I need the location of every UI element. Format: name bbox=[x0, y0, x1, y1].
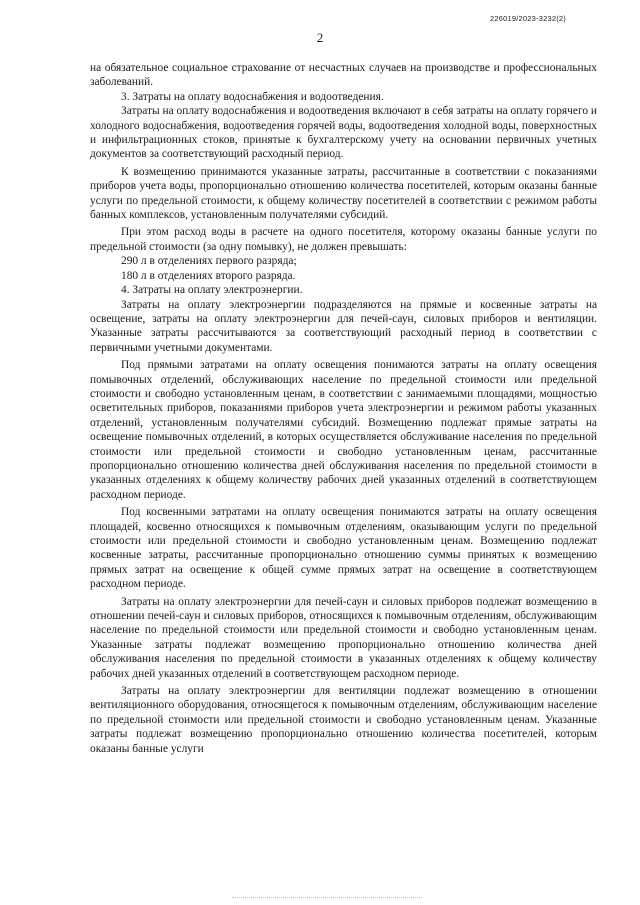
paragraph: Затраты на оплату электроэнергии для вентиляции подлежат возмещению в отношении вентиляционного оборудования, относящегося к помывочным отделениям, обслуживающим население по предельной стоимости или предельной стоимости и свободно установленным ценам. Указанные затраты подлежат возмещению пропорционально отношению количества посетителей, которым оказаны банные услуги bbox=[90, 685, 597, 755]
paragraph: Затраты на оплату электроэнергии для печей-саун и силовых приборов подлежат возмещению в отношении печей-саун и силовых приборов, относящихся к помывочным отделениям, обслуживающим население по предельной стоимости или предельной стоимости и свободно установленным ценам. Указанные затраты подлежат возмещению пропорционально отношению количества дней обслуживания населения по предельной стоимости в указанных отделениях к общему количеству рабочих дней указанных отделений в соответствующем расходном периоде. bbox=[90, 595, 597, 680]
paragraph: Затраты на оплату водоснабжения и водоотведения включают в себя затраты на оплату горячего и холодного водоснабжения, водоотведения горячей воды, водоотведения холодной воды, поверхностных и инфильтрационных стоков, принятые к бухгалтерскому учету на основании первичных учетных документов за соответствующий расходный период. bbox=[90, 105, 597, 161]
section-heading: 4. Затраты на оплату электроэнергии. bbox=[121, 284, 303, 297]
document-body bbox=[90, 61, 597, 756]
list-item: 290 л в отделениях первого разряда; bbox=[121, 255, 297, 268]
list-item: 180 л в отделениях второго разряда. bbox=[121, 269, 296, 282]
scan-edge-mark bbox=[232, 897, 422, 902]
paragraph: Под прямыми затратами на оплату освещения понимаются затраты на оплату освещения помывочных отделений, обслуживающих население по предельной стоимости или предельной стоимости и свободно установленным ценам, в соответствии с занимаемыми площадями, мощностью осветительных приборов, показаниями приборов учета электроэнергии и режимом работы указанных отделений, установленным получателями субсидий. Возмещению подлежат прямые затраты на освещение помывочных отделений, в которых осуществляется обслуживание населения по предельной стоимости или предельной стоимости и свободно установленным ценам, рассчитанные пропорционально отношению количества дней обслуживания населения по предельной стоимости в указанных отделениях к общему количеству рабочих дней указанных отделений в соответствующем расходном периоде. bbox=[90, 359, 597, 501]
document-id: 226019/2023-3232(2) bbox=[490, 14, 566, 23]
paragraph: Затраты на оплату электроэнергии подразделяются на прямые и косвенные затраты на освещение, затраты на оплату электроэнергии для печей-саун, силовых приборов и вентиляции. Указанные затраты рассчитываются за соответствующий расходный период в соответствии с первичными учетными документами. bbox=[90, 298, 597, 354]
paragraph: на обязательное социальное страхование от несчастных случаев на производстве и профессиональных заболеваний. bbox=[90, 62, 597, 89]
section-heading: 3. Затраты на оплату водоснабжения и водоотведения. bbox=[121, 90, 384, 103]
paragraph: При этом расход воды в расчете на одного посетителя, которому оказаны банные услуги по предельной стоимости (за одну помывку), не должен превышать: bbox=[90, 226, 597, 253]
page-number: 2 bbox=[316, 30, 324, 45]
paragraph: Под косвенными затратами на оплату освещения понимаются затраты на оплату освещения площадей, косвенно относящихся к помывочным отделениям, оказывающим услуги по предельной стоимости или предельной стоимости и свободно установленным ценам. Возмещению подлежат косвенные затраты, рассчитанные пропорционально отношению суммы принятых к возмещению прямых затрат на освещение к общей сумме прямых затрат на освещение в соответствующем расходном периоде. bbox=[90, 506, 597, 591]
paragraph: К возмещению принимаются указанные затраты, рассчитанные в соответствии с показаниями приборов учета воды, пропорционально отношению количества посетителей, которым оказаны банные услуги по предельной стоимости, к общему количеству посетителей в соответствии с режимом работы банных комплексов, установленным получателями субсидий. bbox=[90, 165, 597, 222]
